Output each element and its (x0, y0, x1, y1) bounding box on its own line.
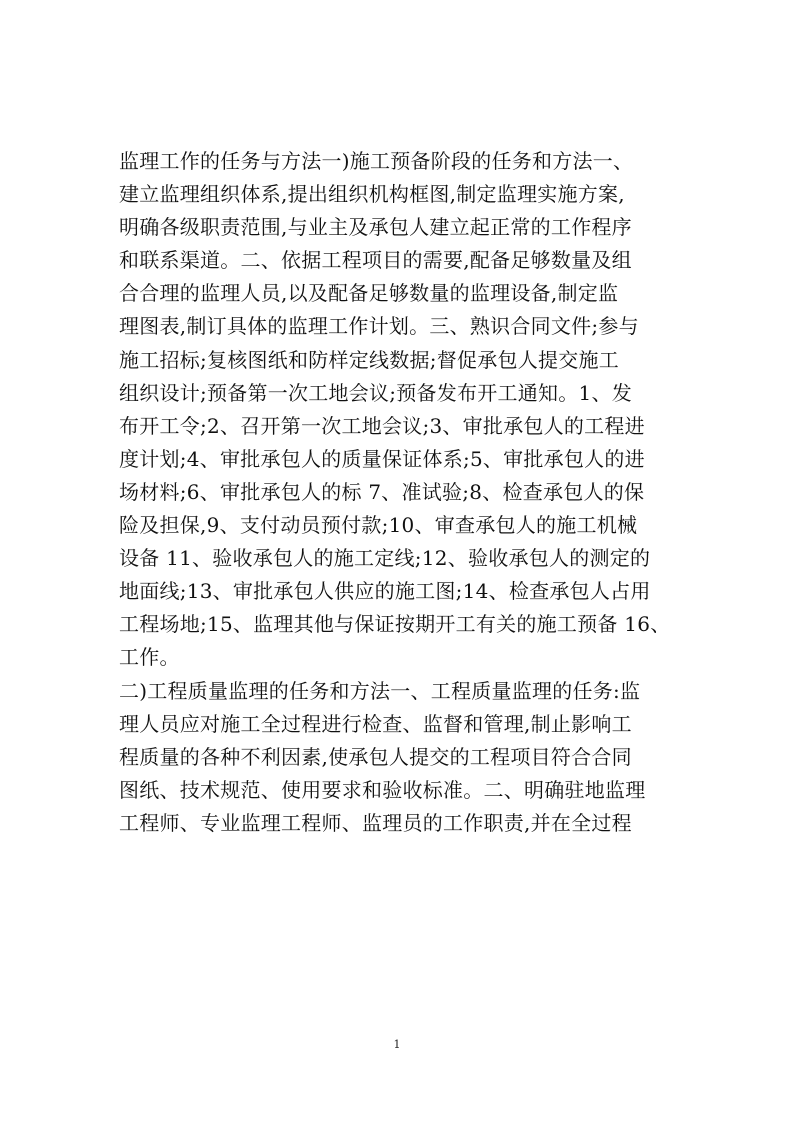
text-line: 设备 11、验收承包人的施工定线;12、验收承包人的测定的 (119, 546, 651, 571)
text-line: 工程场地;15、监理其他与保证按期开工有关的施工预备 16、 (119, 612, 671, 637)
page-number: 1 (393, 1038, 401, 1051)
text-line: 施工招标;复核图纸和防样定线数据;督促承包人提交施工 (119, 347, 619, 372)
text-line: 和联系渠道。二、依据工程项目的需要,配备足够数量及组 (119, 248, 632, 273)
text-line: 工作。 (119, 645, 180, 670)
text-line: 监理工作的任务与方法一)施工预备阶段的任务和方法一、 (119, 149, 634, 173)
text-line: 地面线;13、审批承包人供应的施工图;14、检查承包人占用 (119, 579, 651, 604)
text-line: 二)工程质量监理的任务和方法一、工程质量监理的任务:监 (119, 678, 641, 703)
text-line: 场材料;6、审批承包人的标 7、准试验;8、检查承包人的保 (119, 479, 645, 504)
text-line: 图纸、技术规范、使用要求和验收标准。二、明确驻地监理 (119, 777, 646, 802)
text-line: 明确各级职责范围,与业主及承包人建立起正常的工作程序 (119, 215, 632, 240)
text-line: 组织设计;预备第一次工地会议;预备发布开工通知。1、发 (119, 380, 632, 405)
text-line: 险及担保,9、支付动员预付款;10、审查承包人的施工机械 (119, 513, 638, 538)
body-text (119, 145, 679, 840)
text-line: 理图表,制订具体的监理工作计划。三、熟识合同文件;参与 (119, 314, 639, 339)
text-line: 度计划;4、审批承包人的质量保证体系;5、审批承包人的进 (119, 446, 645, 471)
text-line: 合合理的监理人员,以及配备足够数量的监理设备,制定监 (119, 281, 619, 306)
text-line: 布开工令;2、召开第一次工地会议;3、审批承包人的工程进 (119, 413, 645, 438)
text-line: 建立监理组织体系,提出组织机构框图,制定监理实施方案, (119, 182, 625, 207)
text-line: 理人员应对施工全过程进行检查、监督和管理,制止影响工 (119, 711, 632, 736)
text-line: 工程师、专业监理工程师、监理员的工作职责,并在全过程 (119, 810, 632, 835)
text-line: 程质量的各种不利因素,使承包人提交的工程项目符合合同 (119, 744, 632, 769)
